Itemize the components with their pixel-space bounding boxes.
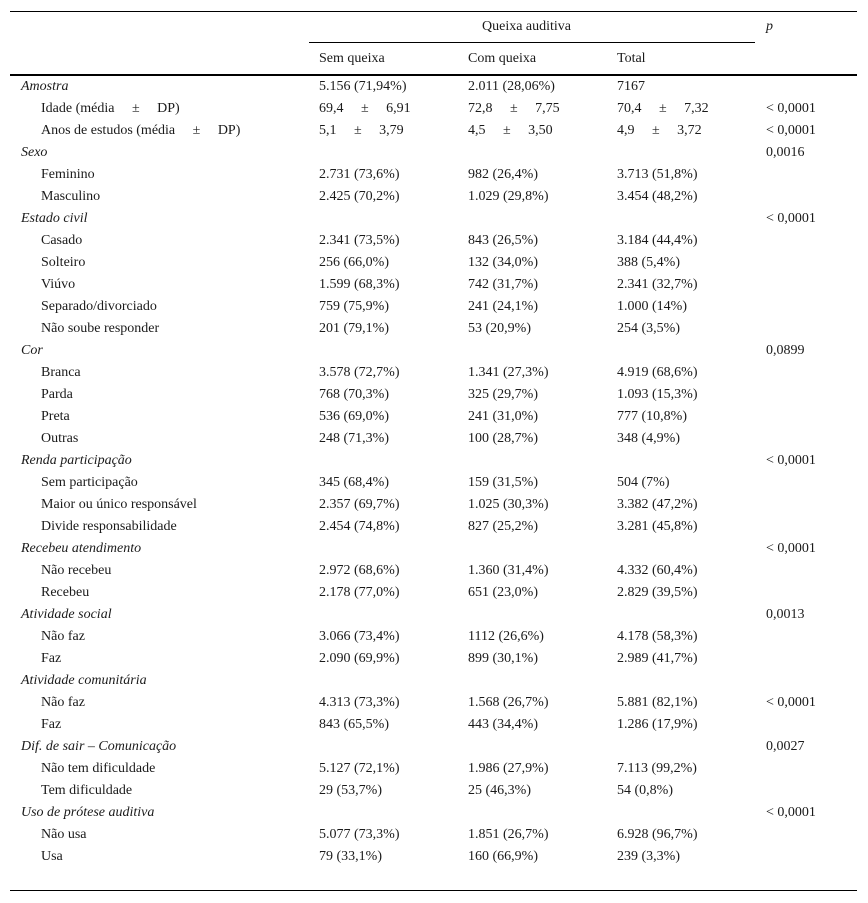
cell-total: 254 (3,5%) (617, 321, 680, 336)
cell-p-value: 0,0027 (766, 739, 805, 754)
cell-com-queixa: 100 (28,7%) (468, 431, 538, 446)
cell-sem-queixa: 1.599 (68,3%) (319, 277, 400, 292)
cell-total: 4,9 ± 3,72 (617, 123, 702, 138)
cell-p-value: < 0,0001 (766, 101, 816, 116)
cell-total: 3.713 (51,8%) (617, 167, 698, 182)
header-col-sem-queixa: Sem queixa (319, 51, 385, 66)
cell-total: 3.382 (47,2%) (617, 497, 698, 512)
cell-com-queixa: 1.029 (29,8%) (468, 189, 549, 204)
cell-sem-queixa: 843 (65,5%) (319, 717, 389, 732)
cell-com-queixa: 1.341 (27,3%) (468, 365, 549, 380)
cell-total: 4.332 (60,4%) (617, 563, 698, 578)
row-label: Faz (41, 717, 62, 732)
cell-sem-queixa: 2.178 (77,0%) (319, 585, 400, 600)
cell-sem-queixa: 2.731 (73,6%) (319, 167, 400, 182)
row-label: Preta (41, 409, 70, 424)
cell-total: 2.989 (41,7%) (617, 651, 698, 666)
header-rule (10, 74, 857, 76)
cell-com-queixa: 742 (31,7%) (468, 277, 538, 292)
row-label: Viúvo (41, 277, 76, 292)
category-label: Atividade comunitária (21, 673, 147, 688)
cell-total: 6.928 (96,7%) (617, 827, 698, 842)
cell-com-queixa: 325 (29,7%) (468, 387, 538, 402)
cell-total: 5.881 (82,1%) (617, 695, 698, 710)
cell-com-queixa: 1.025 (30,3%) (468, 497, 549, 512)
cell-p-value: < 0,0001 (766, 805, 816, 820)
cell-sem-queixa: 5.156 (71,94%) (319, 79, 407, 94)
cell-sem-queixa: 69,4 ± 6,91 (319, 101, 411, 116)
row-label: Não recebeu (41, 563, 112, 578)
cell-total: 2.341 (32,7%) (617, 277, 698, 292)
cell-total: 348 (4,9%) (617, 431, 680, 446)
cell-sem-queixa: 256 (66,0%) (319, 255, 389, 270)
header-col-com-queixa: Com queixa (468, 51, 537, 66)
cell-total: 777 (10,8%) (617, 409, 687, 424)
row-label: Solteiro (41, 255, 86, 270)
row-label: Usa (41, 849, 63, 864)
cell-sem-queixa: 759 (75,9%) (319, 299, 389, 314)
cell-com-queixa: 982 (26,4%) (468, 167, 538, 182)
category-label: Amostra (21, 79, 69, 94)
row-label: Sem participação (41, 475, 138, 490)
cell-p-value: < 0,0001 (766, 123, 816, 138)
cell-p-value: < 0,0001 (766, 541, 816, 556)
cell-com-queixa: 241 (24,1%) (468, 299, 538, 314)
cell-com-queixa: 651 (23,0%) (468, 585, 538, 600)
cell-com-queixa: 1.986 (27,9%) (468, 761, 549, 776)
category-label: Uso de prótese auditiva (21, 805, 155, 820)
cell-total: 1.093 (15,3%) (617, 387, 698, 402)
row-label: Branca (41, 365, 81, 380)
cell-com-queixa: 443 (34,4%) (468, 717, 538, 732)
cell-total: 7.113 (99,2%) (617, 761, 697, 776)
cell-com-queixa: 827 (25,2%) (468, 519, 538, 534)
cell-com-queixa: 1112 (26,6%) (468, 629, 544, 644)
row-label: Feminino (41, 167, 95, 182)
cell-sem-queixa: 4.313 (73,3%) (319, 695, 400, 710)
top-rule (10, 11, 857, 12)
row-label: Outras (41, 431, 79, 446)
cell-p-value: < 0,0001 (766, 453, 816, 468)
cell-sem-queixa: 768 (70,3%) (319, 387, 389, 402)
cell-sem-queixa: 248 (71,3%) (319, 431, 389, 446)
cell-total: 3.281 (45,8%) (617, 519, 698, 534)
row-label: Divide responsabilidade (41, 519, 177, 534)
row-label: Não faz (41, 695, 85, 710)
cell-sem-queixa: 2.090 (69,9%) (319, 651, 400, 666)
header-p-label: p (766, 19, 773, 34)
header-col-total: Total (617, 51, 646, 66)
cell-total: 3.184 (44,4%) (617, 233, 698, 248)
cell-p-value: 0,0899 (766, 343, 805, 358)
cell-total: 3.454 (48,2%) (617, 189, 698, 204)
cell-com-queixa: 159 (31,5%) (468, 475, 538, 490)
row-label: Não usa (41, 827, 87, 842)
category-label: Recebeu atendimento (21, 541, 142, 556)
category-label: Cor (21, 343, 43, 358)
cell-com-queixa: 241 (31,0%) (468, 409, 538, 424)
group-underline (309, 42, 755, 43)
cell-total: 1.286 (17,9%) (617, 717, 698, 732)
cell-total: 7167 (617, 79, 645, 94)
cell-p-value: < 0,0001 (766, 211, 816, 226)
row-label: Tem dificuldade (41, 783, 133, 798)
cell-com-queixa: 1.851 (26,7%) (468, 827, 549, 842)
category-label: Renda participação (21, 453, 132, 468)
cell-com-queixa: 1.360 (31,4%) (468, 563, 549, 578)
cell-com-queixa: 843 (26,5%) (468, 233, 538, 248)
header-group-label: Queixa auditiva (482, 19, 572, 34)
cell-sem-queixa: 5.077 (73,3%) (319, 827, 400, 842)
category-label: Sexo (21, 145, 48, 160)
row-label: Não tem dificuldade (41, 761, 156, 776)
row-label: Recebeu (41, 585, 90, 600)
category-label: Dif. de sair – Comunicação (21, 739, 177, 754)
cell-sem-queixa: 3.066 (73,4%) (319, 629, 400, 644)
cell-com-queixa: 1.568 (26,7%) (468, 695, 549, 710)
cell-sem-queixa: 2.454 (74,8%) (319, 519, 400, 534)
cell-com-queixa: 132 (34,0%) (468, 255, 538, 270)
cell-total: 504 (7%) (617, 475, 670, 490)
cell-sem-queixa: 201 (79,1%) (319, 321, 389, 336)
row-label: Masculino (41, 189, 101, 204)
cell-p-value: < 0,0001 (766, 695, 816, 710)
cell-total: 70,4 ± 7,32 (617, 101, 709, 116)
cell-p-value: 0,0016 (766, 145, 805, 160)
cell-sem-queixa: 79 (33,1%) (319, 849, 382, 864)
cell-sem-queixa: 345 (68,4%) (319, 475, 389, 490)
row-label: Idade (média ± DP) (41, 101, 180, 116)
bottom-rule (10, 890, 857, 891)
cell-total: 2.829 (39,5%) (617, 585, 698, 600)
cell-total: 54 (0,8%) (617, 783, 673, 798)
category-label: Estado civil (21, 211, 88, 226)
cell-com-queixa: 160 (66,9%) (468, 849, 538, 864)
cell-sem-queixa: 29 (53,7%) (319, 783, 382, 798)
row-label: Maior ou único responsável (41, 497, 197, 512)
cell-com-queixa: 53 (20,9%) (468, 321, 531, 336)
cell-sem-queixa: 2.972 (68,6%) (319, 563, 400, 578)
row-label: Anos de estudos (média ± DP) (41, 123, 241, 138)
cell-com-queixa: 25 (46,3%) (468, 783, 531, 798)
cell-sem-queixa: 536 (69,0%) (319, 409, 389, 424)
cell-com-queixa: 899 (30,1%) (468, 651, 538, 666)
row-label: Faz (41, 651, 62, 666)
cell-sem-queixa: 5.127 (72,1%) (319, 761, 400, 776)
cell-com-queixa: 4,5 ± 3,50 (468, 123, 553, 138)
cell-total: 4.919 (68,6%) (617, 365, 698, 380)
row-label: Não faz (41, 629, 85, 644)
cell-sem-queixa: 2.425 (70,2%) (319, 189, 400, 204)
cell-sem-queixa: 2.357 (69,7%) (319, 497, 400, 512)
cell-com-queixa: 72,8 ± 7,75 (468, 101, 560, 116)
cell-sem-queixa: 2.341 (73,5%) (319, 233, 400, 248)
cell-sem-queixa: 3.578 (72,7%) (319, 365, 400, 380)
row-label: Não soube responder (41, 321, 160, 336)
cell-total: 388 (5,4%) (617, 255, 680, 270)
cell-com-queixa: 2.011 (28,06%) (468, 79, 555, 94)
cell-total: 239 (3,3%) (617, 849, 680, 864)
row-label: Separado/divorciado (41, 299, 157, 314)
cell-total: 1.000 (14%) (617, 299, 687, 314)
row-label: Casado (41, 233, 83, 248)
cell-total: 4.178 (58,3%) (617, 629, 698, 644)
category-label: Atividade social (21, 607, 112, 622)
cell-sem-queixa: 5,1 ± 3,79 (319, 123, 404, 138)
cell-p-value: 0,0013 (766, 607, 805, 622)
row-label: Parda (41, 387, 73, 402)
